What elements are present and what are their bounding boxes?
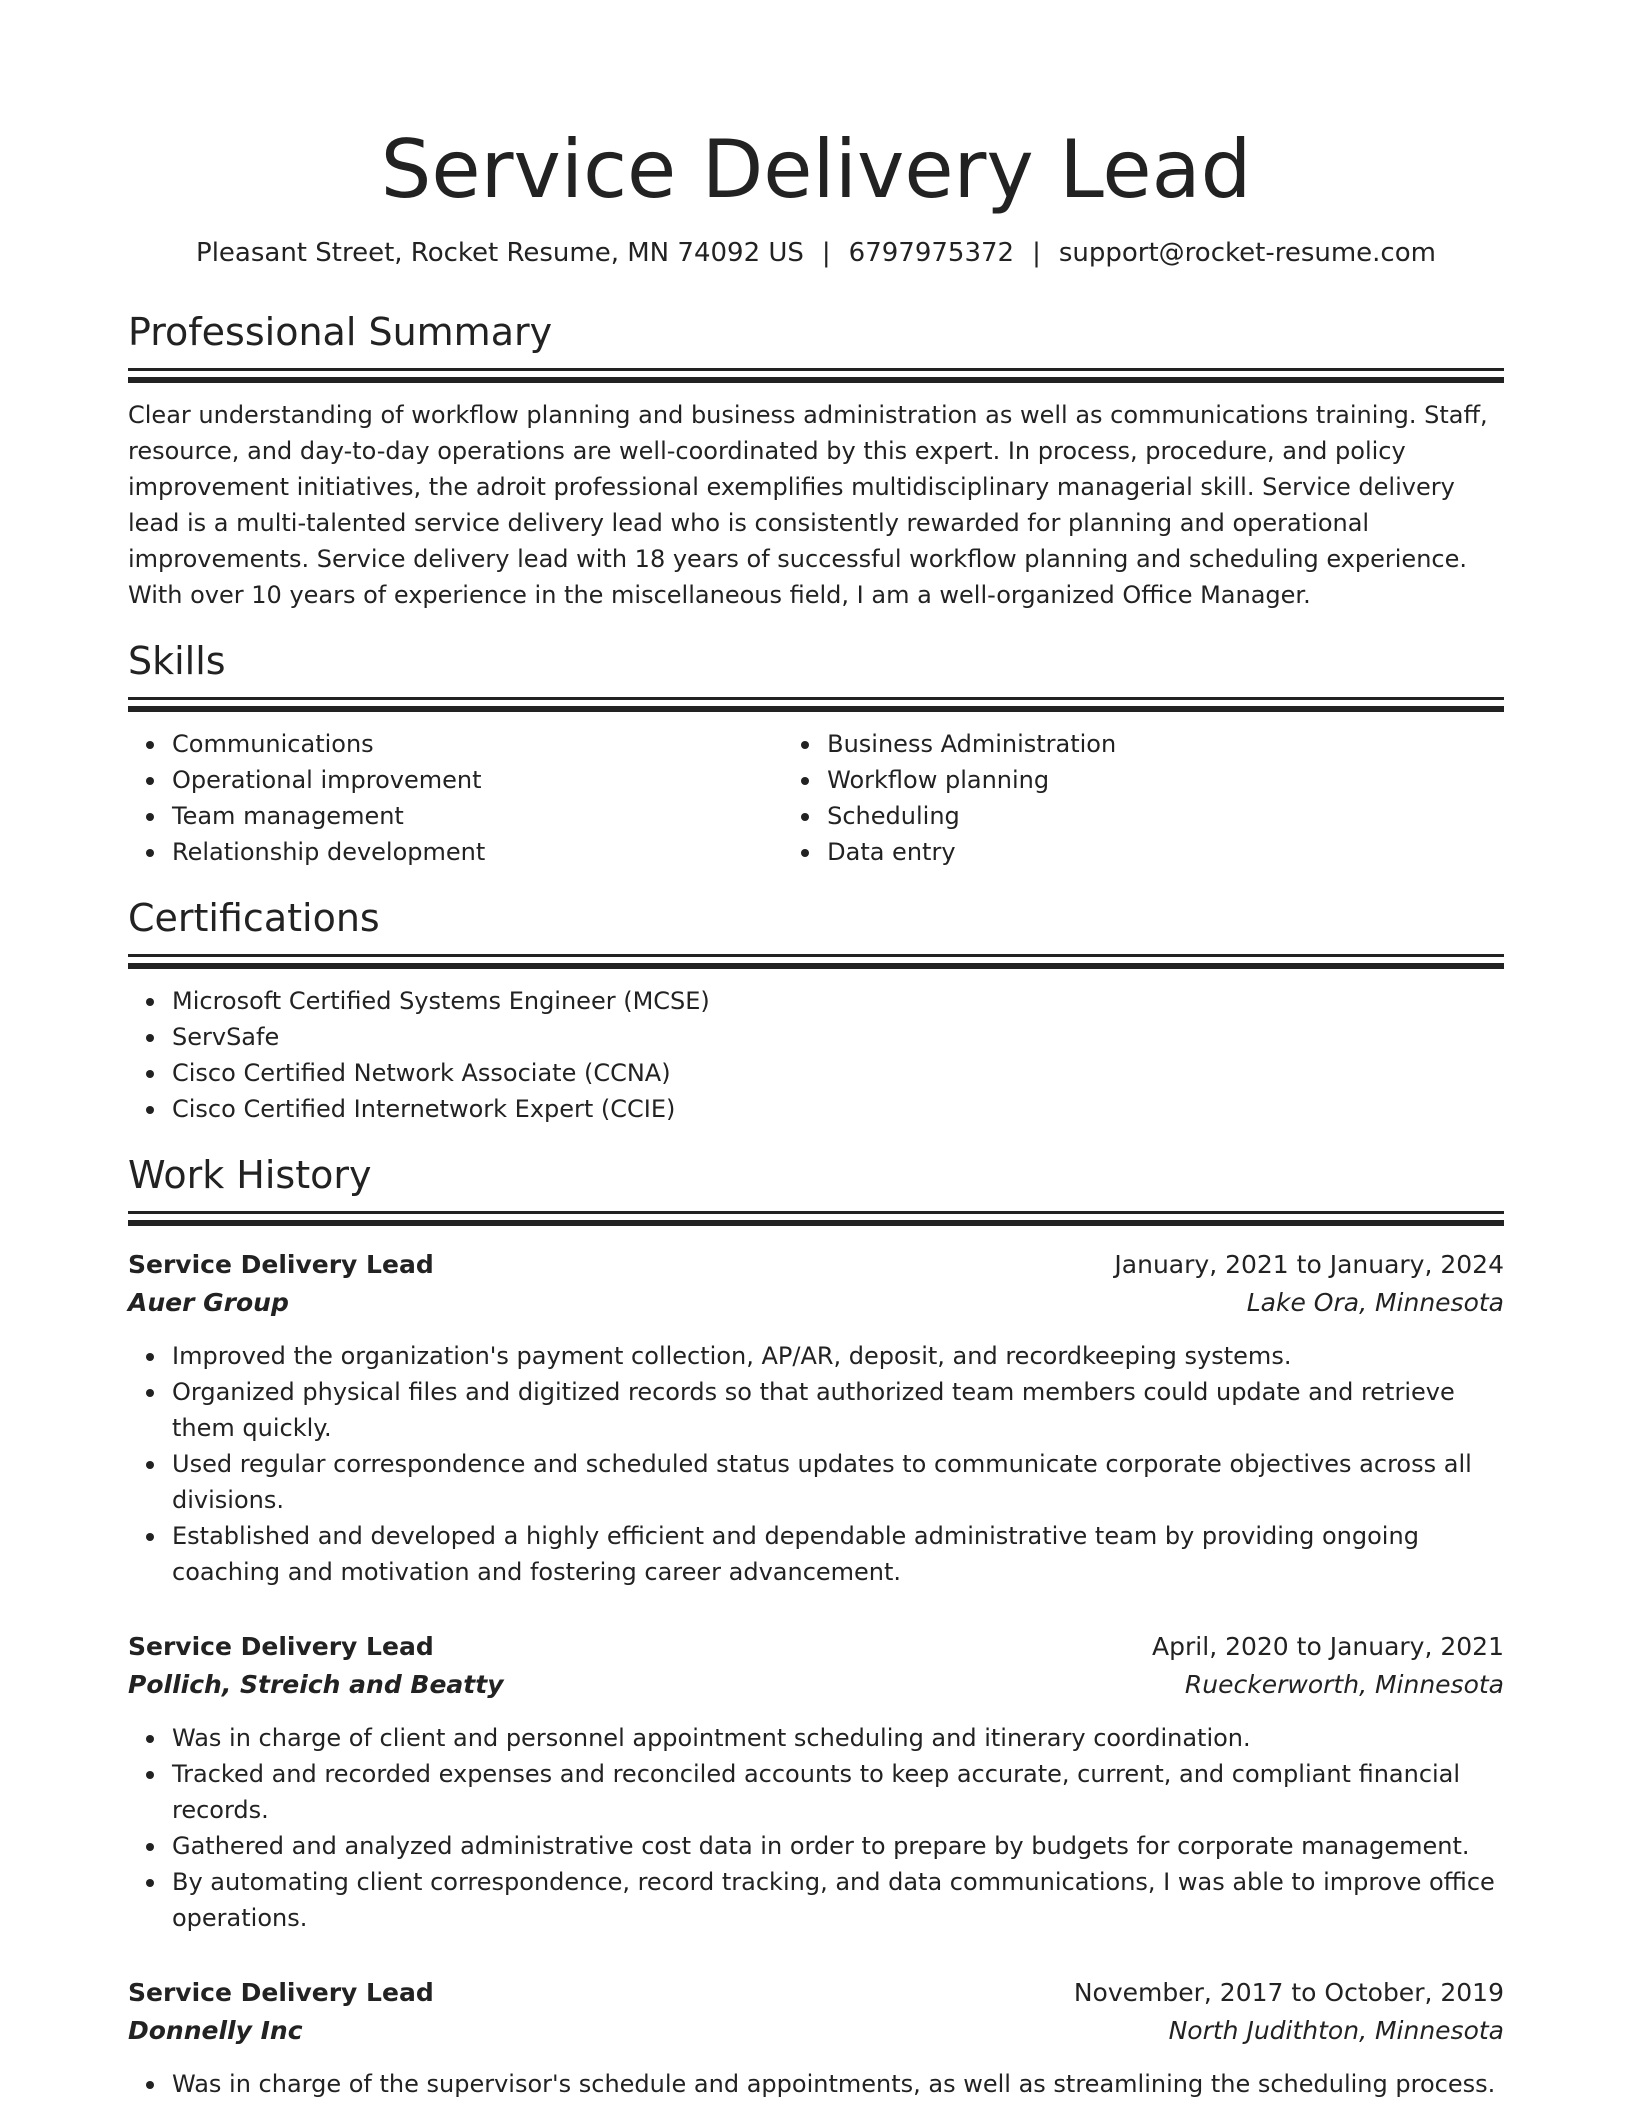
skill-item: Relationship development — [172, 834, 783, 870]
job-company: Donnelly Inc — [128, 2016, 303, 2045]
contact-email: support@rocket-resume.com — [1058, 238, 1436, 268]
section-divider — [128, 1211, 1504, 1214]
skill-item: Scheduling — [827, 798, 1504, 834]
job-header-row — [128, 1246, 1504, 1284]
section-divider — [128, 377, 1504, 383]
job-subheader-row — [128, 2012, 1504, 2050]
job-bullet: Was in charge of the supervisor's schedule and appointments, as well as streamlining the scheduling process. — [172, 2066, 1504, 2102]
skill-item: Workflow planning — [827, 762, 1504, 798]
job-bullets — [128, 2066, 1504, 2102]
skill-item: Team management — [172, 798, 783, 834]
contact-phone: 6797975372 — [848, 238, 1015, 268]
contact-address: Pleasant Street, Rocket Resume, MN 74092 US — [196, 238, 804, 268]
contact-separator: | — [821, 238, 831, 268]
job-dates: January, 2021 to January, 2024 — [1114, 1250, 1504, 1279]
job-bullets — [128, 1720, 1504, 1936]
job-bullet: Used regular correspondence and scheduled status updates to communicate corporate objectives across all divisions. — [172, 1446, 1504, 1518]
job-header-row — [128, 1974, 1504, 2012]
certification-item: Cisco Certified Network Associate (CCNA) — [172, 1055, 1504, 1091]
job-company: Pollich, Streich and Beatty — [128, 1670, 504, 1699]
certification-item: Cisco Certified Internetwork Expert (CCIE) — [172, 1091, 1504, 1127]
job-title: Service Delivery Lead — [128, 1978, 434, 2007]
job-company: Auer Group — [128, 1288, 289, 1317]
skill-item: Operational improvement — [172, 762, 783, 798]
job-subheader-row — [128, 1284, 1504, 1322]
certification-item: Microsoft Certified Systems Engineer (MCSE) — [172, 983, 1504, 1019]
job-dates: April, 2020 to January, 2021 — [1152, 1632, 1504, 1661]
certifications-list — [128, 983, 1504, 1127]
section-title-work-history: Work History — [128, 1153, 372, 1197]
skills-columns — [128, 726, 1504, 870]
section-divider — [128, 1220, 1504, 1226]
skill-item: Business Administration — [827, 726, 1504, 762]
contact-separator: | — [1032, 238, 1041, 268]
job-entry — [128, 1628, 1504, 1936]
skills-list-left — [128, 726, 783, 870]
job-location: Lake Ora, Minnesota — [1246, 1288, 1504, 1317]
resume-page — [128, 0, 1504, 2102]
job-bullet: Organized physical files and digitized records so that authorized team members could update and retrieve them quickly. — [172, 1374, 1504, 1446]
contact-line — [128, 236, 1504, 270]
job-bullet: Gathered and analyzed administrative cost data in order to prepare by budgets for corporate management. — [172, 1828, 1504, 1864]
section-title-certifications: Certifications — [128, 896, 380, 940]
section-title-skills: Skills — [128, 639, 226, 683]
summary-text: Clear understanding of workflow planning and business administration as well as communications training. Staff, resource, and day-to-day operations are well-coordinated by this expert. In process, procedure, and policy improvement initiatives, the adroit professional exemplifies multidisciplinary managerial skill. Service delivery lead is a multi-talented service delivery lead who is consistently rewarded for planning and operational improvements. Service delivery lead with 18 years of successful workflow planning and scheduling experience. With over 10 years of experience in the miscellaneous field, I am a well-organized Office Manager. — [128, 401, 1488, 609]
section-divider — [128, 963, 1504, 969]
section-divider — [128, 706, 1504, 712]
skill-item: Communications — [172, 726, 783, 762]
section-divider — [128, 954, 1504, 957]
section-title-summary: Professional Summary — [128, 310, 553, 354]
section-divider — [128, 368, 1504, 371]
skill-item: Data entry — [827, 834, 1504, 870]
job-bullet: By automating client correspondence, record tracking, and data communications, I was able to improve office operations. — [172, 1864, 1504, 1936]
job-entry — [128, 1974, 1504, 2102]
job-dates: November, 2017 to October, 2019 — [1073, 1978, 1504, 2007]
job-bullets — [128, 1338, 1504, 1590]
work-history-section — [128, 1151, 1504, 2102]
job-location: North Judithton, Minnesota — [1168, 2016, 1504, 2045]
job-header-row — [128, 1628, 1504, 1666]
certifications-section — [128, 894, 1504, 1127]
skills-section — [128, 637, 1504, 870]
certification-item: ServSafe — [172, 1019, 1504, 1055]
job-title: Service Delivery Lead — [128, 1632, 434, 1661]
job-bullet: Established and developed a highly efficient and dependable administrative team by providing ongoing coaching and motivation and fostering career advancement. — [172, 1518, 1504, 1590]
job-subheader-row — [128, 1666, 1504, 1704]
job-entry — [128, 1246, 1504, 1590]
section-divider — [128, 697, 1504, 700]
job-bullet: Tracked and recorded expenses and reconciled accounts to keep accurate, current, and compliant financial records. — [172, 1756, 1504, 1828]
summary-section — [128, 308, 1504, 613]
skills-list-right — [783, 726, 1504, 870]
job-bullet: Improved the organization's payment collection, AP/AR, deposit, and recordkeeping systems. — [172, 1338, 1504, 1374]
job-title: Service Delivery Lead — [128, 1250, 434, 1279]
job-location: Rueckerworth, Minnesota — [1184, 1670, 1504, 1699]
job-bullet: Was in charge of client and personnel appointment scheduling and itinerary coordination. — [172, 1720, 1504, 1756]
resume-name-title: Service Delivery Lead — [380, 123, 1252, 216]
